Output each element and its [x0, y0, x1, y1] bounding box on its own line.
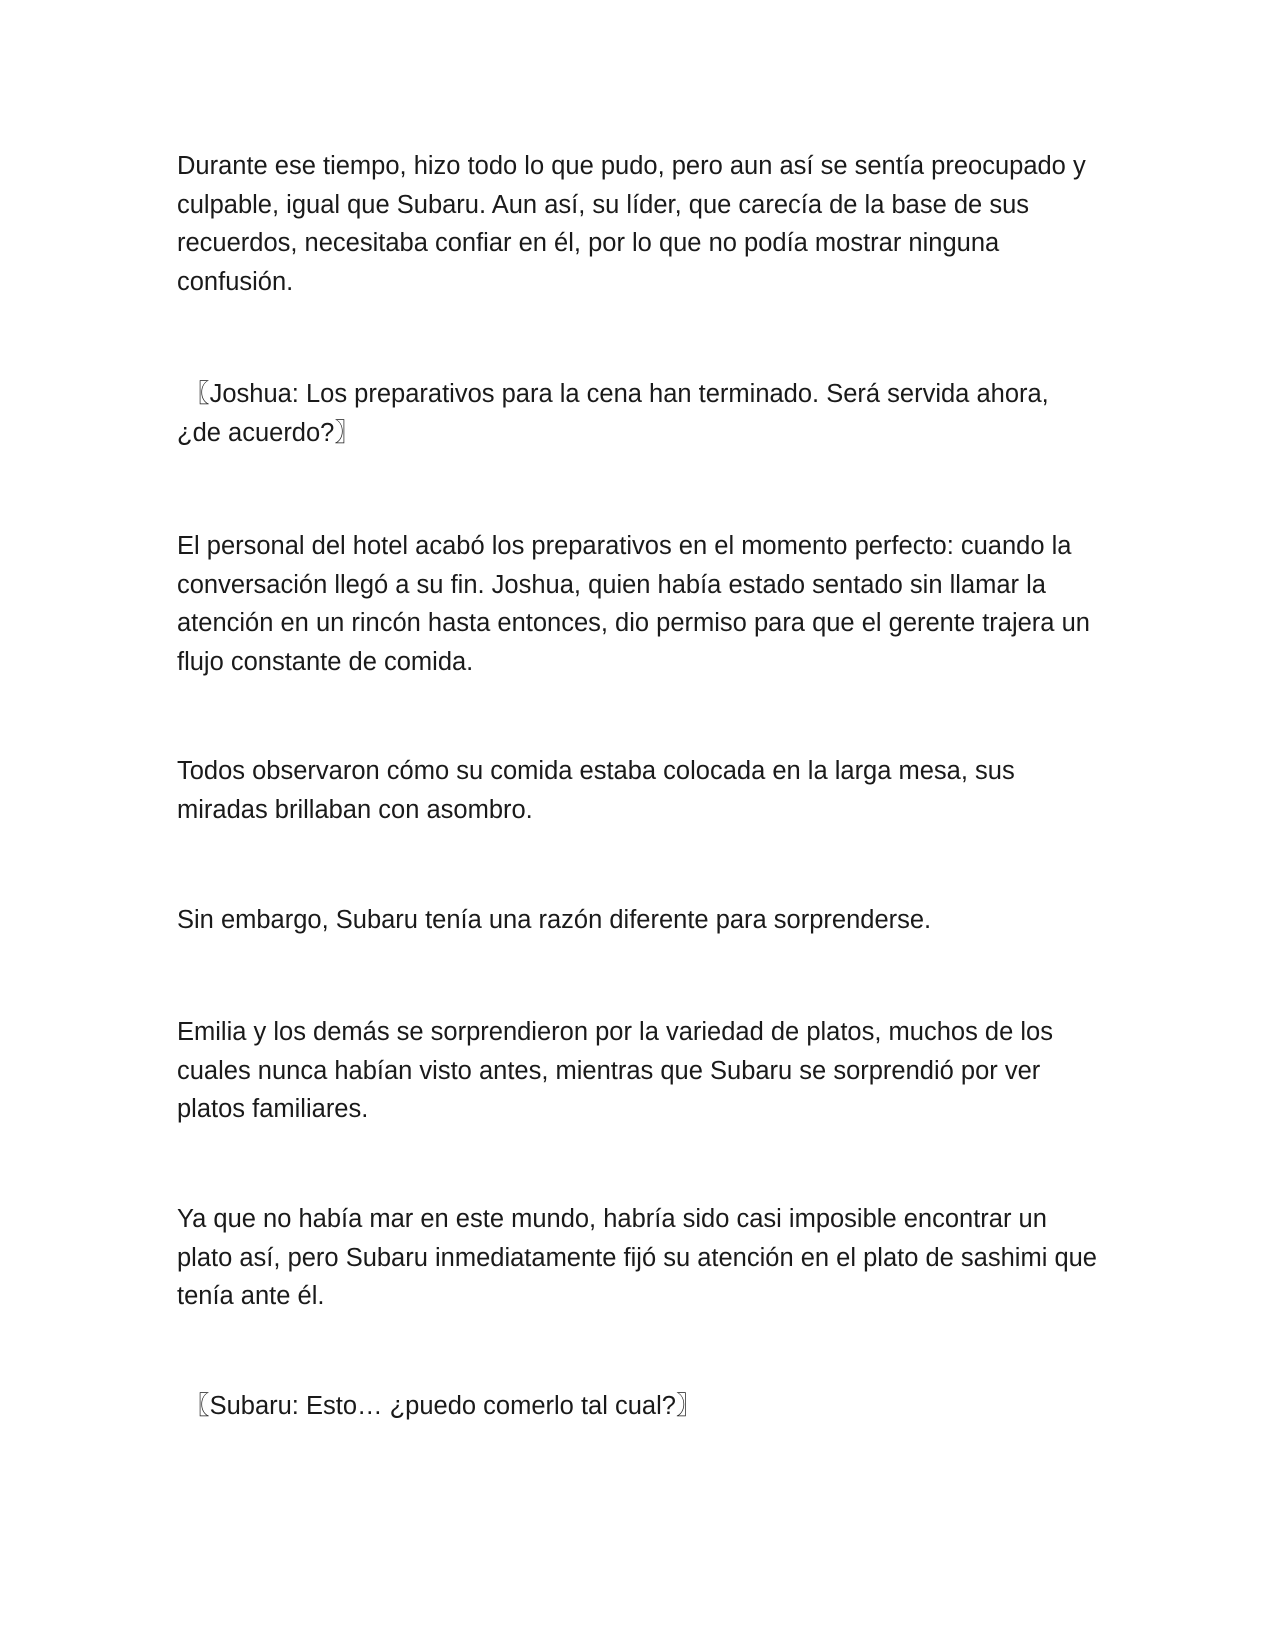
paragraph-dialogue-subaru: 〖Subaru: Esto… ¿puedo comerlo tal cual?〗	[177, 1392, 702, 1420]
paragraph-narration-3: Todos observaron cómo su comida estaba colocada en la larga mesa, sus miradas brillaban con asombro.	[177, 757, 1015, 824]
paragraph-narration-2: El personal del hotel acabó los preparativos en el momento perfecto: cuando la conversación llegó a su fin. Joshua, quien había estado sentado sin llamar la atención en un rincón hasta entonces, dio permiso para que el gerente trajera un flujo constante de comida.	[177, 532, 1090, 676]
paragraph-narration-4: Sin embargo, Subaru tenía una razón diferente para sorprenderse.	[177, 906, 932, 934]
paragraph-narration-1: Durante ese tiempo, hizo todo lo que pudo, pero aun así se sentía preocupado y culpable, igual que Subaru. Aun así, su líder, que carecía de la base de sus recuerdos, necesitaba confiar en él, por lo que no podía mostrar ninguna confusión.	[177, 152, 1086, 296]
paragraph-dialogue-joshua: 〖Joshua: Los preparativos para la cena han terminado. Será servida ahora, ¿de acuerdo?〗	[177, 380, 1049, 447]
paragraph-narration-6: Ya que no había mar en este mundo, habría sido casi imposible encontrar un plato así, pero Subaru inmediatamente fijó su atención en el plato de sashimi que tenía ante él.	[177, 1205, 1097, 1310]
paragraph-narration-5: Emilia y los demás se sorprendieron por la variedad de platos, muchos de los cuales nunca habían visto antes, mientras que Subaru se sorprendió por ver platos familiares.	[177, 1018, 1053, 1123]
